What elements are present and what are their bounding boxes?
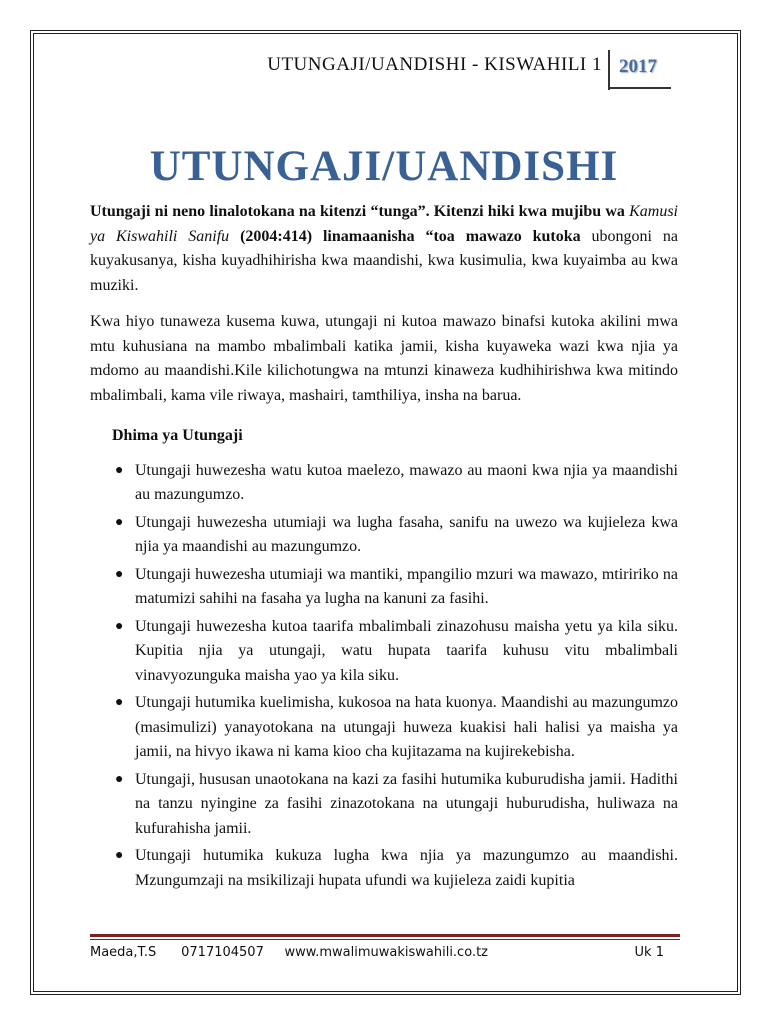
list-item — [90, 511, 678, 560]
list-item — [90, 691, 678, 765]
intro-rest-text: ubongoni na kuyakusanya, kisha kuyadhihirisha kwa maandishi, kwa kusimulia, kwa kuyaimba au kwa muziki. — [90, 227, 679, 294]
list-item — [90, 459, 678, 508]
list-item — [90, 615, 678, 689]
list-item-text: Utungaji huwezesha utumiaji wa lugha fasaha, sanifu na uwezo wa kujieleza kwa njia ya maandishi au mazungumzo. — [135, 513, 678, 555]
document-body — [90, 200, 678, 896]
list-item-text: Utungaji, hususan unaotokana na kazi za fasihi hutumika kuburudisha jamii. Hadithi na tanzu nyingine za fasihi zinazotokana na utungaji huburudisha, huliwaza na kufurahisha jamii. — [135, 770, 678, 837]
bullet-dot-icon: ● — [115, 566, 124, 582]
intro-paragraph-2: Kwa hiyo tunaweza kusema kuwa, utungaji ni kutoa mawazo binafsi kutoka akilini mwa mtu kuhusiana na mambo mbalimbali katika jamii, kisha kuyaweka wazi kwa njia ya mdomo au maandishi.Kile kilichotungwa na mtunzi kinaweza kudhihirishwa kwa mitindo mbalimbali, kama vile riwaya, mashairi, tamthiliya, insha na barua. — [90, 313, 678, 404]
footer-phone: 0717104507 — [181, 945, 264, 960]
list-item-text: Utungaji huwezesha utumiaji wa mantiki, mpangilio mzuri wa mawazo, mtiririko na matumizi sahihi na fasaha ya lugha na kanuni za fasihi. — [135, 565, 678, 607]
header-year: 2017 — [619, 56, 657, 77]
footer-rule-thick — [90, 934, 680, 937]
list-item-text: Utungaji hutumika kuelimisha, kukosoa na hata kuonya. Maandishi au mazungumzo (masimulizi) yanayotokana na utungaji huweza kuakisi hali halisi ya maisha ya jamii, na hivyo ikawa ni kama kioo cha kujitazama na kujirekebisha. — [135, 694, 678, 760]
header-title: UTUNGAJI/UANDISHI - KISWAHILI 1 — [267, 54, 602, 75]
list-item-text: Utungaji huwezesha watu kutoa maelezo, mawazo au maoni kwa njia ya maandishi au mazungumzo. — [135, 461, 678, 503]
bullet-list — [90, 459, 678, 894]
intro-bold-text-2: (2004:414) linamaanisha “toa mawazo kutoka — [229, 227, 581, 245]
section-heading: Dhima ya Utungaji — [112, 427, 243, 444]
list-item — [90, 768, 678, 842]
header-year-underline — [609, 87, 671, 89]
footer-page-number: Uk 1 — [634, 945, 664, 960]
list-item-text: Utungaji hutumika kukuza lugha kwa njia ya mazungumzo au maandishi. Mzungumzaji na msikilizaji hupata ufundi wa kujieleza zaidi kupitia — [135, 847, 678, 889]
page-header — [0, 50, 768, 90]
footer-rule-thin — [90, 939, 680, 940]
bullet-dot-icon: ● — [115, 618, 124, 634]
intro-italic-text: Kamusi ya Kiswahili Sanifu — [90, 203, 678, 245]
bullet-dot-icon: ● — [115, 695, 124, 710]
header-separator — [608, 50, 610, 90]
list-item — [90, 563, 678, 612]
page-footer — [90, 945, 680, 960]
document-title: UTUNGAJI/UANDISHI — [149, 143, 619, 190]
bullet-dot-icon: ● — [115, 771, 124, 787]
bullet-dot-icon: ● — [115, 514, 124, 530]
list-item-text: Utungaji huwezesha kutoa taarifa mbalimbali zinazohusu maisha yetu ya kila siku. Kupitia njia ya utungaji, watu hupata taarifa kuhusu vitu mbalimbali vinavyozunguka maisha yao ya kila siku. — [135, 617, 678, 684]
intro-bold-text-1: Utungaji ni neno linalotokana na kitenzi “tunga”. Kitenzi hiki kwa mujibu wa — [90, 203, 625, 220]
bullet-dot-icon: ● — [115, 462, 124, 478]
bullet-dot-icon: ● — [115, 848, 124, 863]
list-item — [90, 844, 678, 893]
footer-author: Maeda,T.S — [90, 945, 157, 960]
intro-paragraph-1 — [90, 200, 678, 298]
footer-website-link[interactable]: www.mwalimuwakiswahili.co.tz — [284, 945, 488, 960]
